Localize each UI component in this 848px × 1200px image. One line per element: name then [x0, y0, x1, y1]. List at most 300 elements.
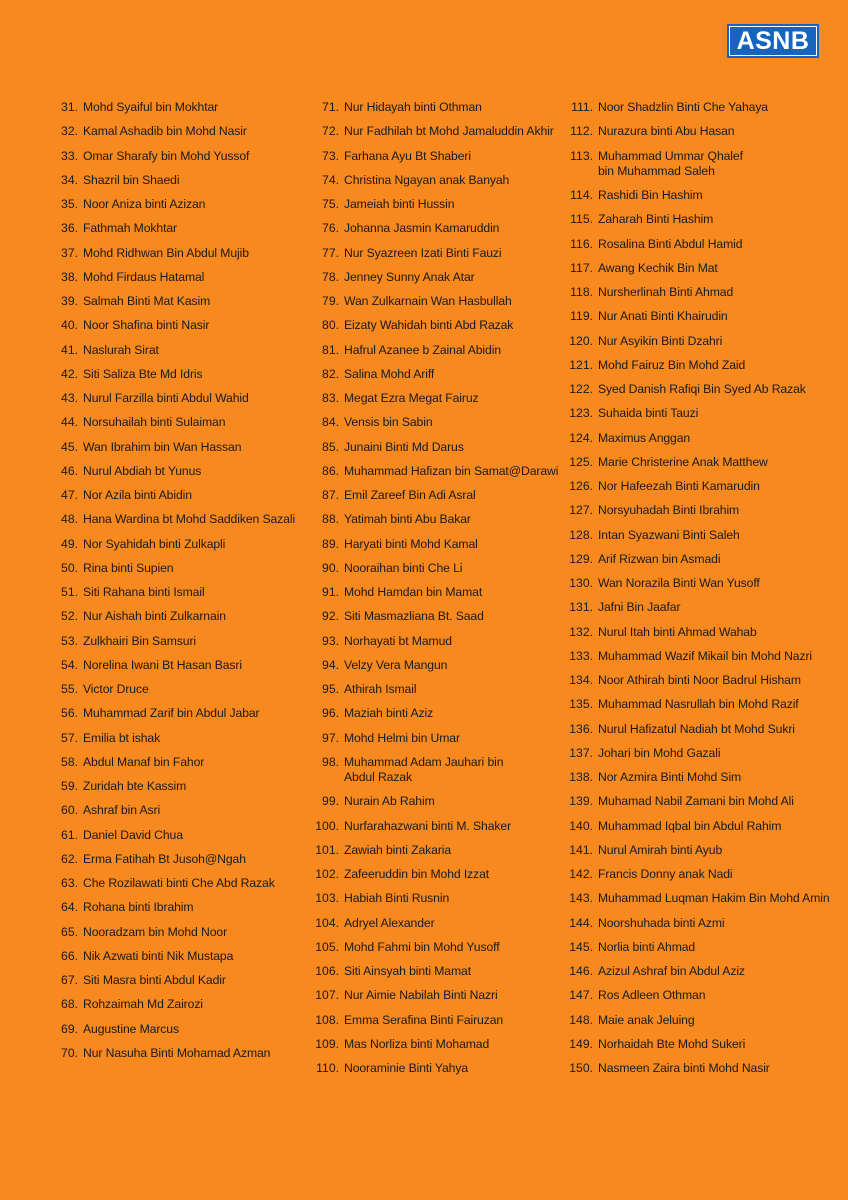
entry-number: 95. — [322, 682, 339, 696]
list-item — [566, 843, 844, 867]
entry-name: Nur Hidayah binti Othman — [344, 100, 482, 114]
entry-number: 33. — [61, 148, 78, 163]
entry-name: Nurul Amirah binti Ayub — [598, 842, 723, 857]
entry-name: Nur Asyikin Binti Dzahri — [598, 333, 723, 348]
entry-name: Marie Christerine Anak Matthew — [598, 454, 768, 469]
entry-name: Eizaty Wahidah binti Abd Razak — [344, 318, 514, 333]
list-item — [52, 512, 302, 536]
entry-number: 79. — [322, 294, 339, 308]
entry-number: 36. — [61, 221, 78, 236]
entry-name: Mohd Hamdan bin Mamat — [344, 585, 483, 599]
list-item — [566, 406, 844, 430]
list-item — [312, 100, 562, 124]
entry-name: Jenney Sunny Anak Atar — [344, 269, 475, 284]
entry-number: 138. — [569, 770, 593, 784]
entry-number: 113. — [570, 148, 593, 163]
list-item — [566, 431, 844, 455]
entry-name: Nur Fadhilah bt Mohd Jamaluddin Akhir — [344, 124, 554, 139]
entry-name: Nur Anati Binti Khairudin — [598, 309, 728, 324]
list-item — [52, 658, 302, 682]
entry-name: Mohd Fairuz Bin Mohd Zaid — [598, 357, 746, 372]
entry-number: 100. — [315, 818, 339, 833]
list-item — [566, 309, 844, 333]
entry-number: 103. — [315, 891, 339, 906]
list-item — [566, 964, 844, 988]
list-item — [312, 124, 562, 148]
entry-name: Siti Rahana binti Ismail — [83, 585, 205, 599]
entry-number: 37. — [61, 245, 78, 260]
list-item — [312, 658, 562, 682]
entry-name: Nor Hafeezah Binti Kamarudin — [598, 479, 760, 493]
list-item — [52, 755, 302, 779]
list-item — [52, 634, 302, 658]
entry-name: Rohzaimah Md Zairozi — [83, 997, 203, 1012]
entry-name: Azizul Ashraf bin Abdul Aziz — [598, 964, 745, 978]
entry-number: 87. — [322, 488, 339, 502]
entry-name: Rashidi Bin Hashim — [598, 188, 703, 202]
entry-number: 42. — [61, 366, 78, 381]
list-item — [566, 479, 844, 503]
list-item — [52, 1022, 302, 1046]
entry-name: Muhammad Zarif bin Abdul Jabar — [83, 706, 260, 721]
list-item — [566, 455, 844, 479]
list-item — [52, 464, 302, 488]
list-item — [566, 334, 844, 358]
list-item — [566, 1013, 844, 1037]
entry-number: 101. — [315, 842, 339, 857]
list-item — [312, 794, 562, 818]
entry-name: Nurul Farzilla binti Abdul Wahid — [83, 391, 249, 405]
entry-name: Nurul Hafizatul Nadiah bt Mohd Sukri — [598, 721, 795, 736]
entry-name: Rina binti Supien — [83, 560, 174, 575]
list-item — [52, 731, 302, 755]
entry-name: Siti Masra binti Abdul Kadir — [83, 973, 226, 987]
entry-name: Farhana Ayu Bt Shaberi — [344, 148, 471, 163]
entry-number: 35. — [61, 197, 78, 211]
entry-name: Habiah Binti Rusnin — [344, 891, 450, 906]
list-item — [312, 488, 562, 512]
list-item — [52, 100, 302, 124]
entry-number: 145. — [569, 939, 593, 954]
entry-name: Nooraminie Binti Yahya — [344, 1061, 469, 1075]
entry-number: 131. — [569, 600, 593, 615]
list-item — [566, 503, 844, 527]
list-item — [312, 391, 562, 415]
entry-number: 47. — [61, 488, 78, 502]
entry-number: 143. — [569, 891, 593, 906]
entry-number: 132. — [569, 624, 593, 639]
list-item — [52, 925, 302, 949]
list-item — [52, 973, 302, 997]
list-item — [566, 940, 844, 964]
entry-name: Abdul Manaf bin Fahor — [83, 754, 205, 769]
entry-number: 78. — [322, 269, 339, 284]
entry-name: Emil Zareef Bin Adi Asral — [344, 488, 476, 502]
entry-number: 98. — [322, 754, 339, 769]
entry-number: 96. — [322, 706, 339, 721]
entry-number: 119. — [570, 309, 593, 324]
list-item — [566, 770, 844, 794]
list-item — [312, 415, 562, 439]
name-list-column-3 — [566, 100, 844, 1085]
entry-name: Emma Serafina Binti Fairuzan — [344, 1012, 504, 1027]
entry-number: 147. — [569, 988, 593, 1003]
entry-name: Syed Danish Rafiqi Bin Syed Ab Razak — [598, 382, 806, 396]
entry-number: 90. — [322, 560, 339, 575]
entry-number: 46. — [61, 463, 78, 478]
entry-number: 32. — [61, 124, 78, 139]
list-item — [52, 221, 302, 245]
entry-name: Norhaidah Bte Mohd Sukeri — [598, 1036, 746, 1051]
entry-name: Norsyuhadah Binti Ibrahim — [598, 503, 740, 518]
entry-number: 71. — [322, 100, 339, 114]
entry-number: 48. — [61, 512, 78, 527]
entry-name: Mohd Helmi bin Umar — [344, 730, 460, 745]
entry-number: 141. — [569, 842, 593, 857]
entry-name: Francis Donny anak Nadi — [598, 867, 733, 881]
entry-name: Norsuhailah binti Sulaiman — [83, 415, 226, 430]
entry-number: 114. — [570, 188, 593, 202]
list-item — [52, 1046, 302, 1070]
entry-number: 53. — [61, 633, 78, 648]
asnb-logo-text: ASNB — [730, 27, 816, 55]
entry-number: 128. — [569, 527, 593, 542]
list-item — [566, 1061, 844, 1085]
list-item — [52, 318, 302, 342]
entry-number: 133. — [569, 648, 593, 663]
list-item — [566, 100, 844, 124]
entry-name: Muhammad Adam Jauhari bin Abdul Razak — [344, 754, 504, 784]
entry-name: Zulkhairi Bin Samsuri — [83, 633, 197, 648]
list-item — [52, 124, 302, 148]
entry-number: 140. — [569, 818, 593, 833]
list-item — [312, 755, 562, 795]
entry-name: Wan Zulkarnain Wan Hasbullah — [344, 294, 512, 308]
entry-number: 93. — [322, 633, 339, 648]
entry-number: 111. — [571, 100, 593, 114]
list-item — [312, 682, 562, 706]
entry-number: 70. — [61, 1045, 78, 1060]
entry-number: 60. — [61, 803, 78, 818]
entry-number: 124. — [569, 430, 593, 445]
entry-number: 97. — [322, 730, 339, 745]
entry-number: 44. — [61, 415, 78, 430]
entry-number: 58. — [61, 754, 78, 769]
list-item — [312, 343, 562, 367]
list-item — [312, 512, 562, 536]
entry-name: Megat Ezra Megat Fairuz — [344, 391, 479, 405]
entry-name: Muhammad Ummar Qhalef bin Muhammad Saleh — [598, 148, 743, 178]
list-item — [52, 415, 302, 439]
list-item — [566, 528, 844, 552]
list-item — [312, 440, 562, 464]
entry-name: Noor Shadzlin Binti Che Yahaya — [598, 100, 768, 114]
list-item — [312, 1061, 562, 1085]
entry-name: Ros Adleen Othman — [598, 988, 706, 1003]
entry-name: Salmah Binti Mat Kasim — [83, 294, 211, 308]
entry-number: 130. — [569, 576, 593, 590]
list-item — [312, 731, 562, 755]
entry-number: 134. — [569, 673, 593, 687]
list-item — [566, 916, 844, 940]
entry-name: Suhaida binti Tauzi — [598, 406, 699, 421]
entry-name: Wan Ibrahim bin Wan Hassan — [83, 439, 242, 454]
list-item — [52, 537, 302, 561]
entry-number: 118. — [570, 285, 593, 299]
entry-number: 150. — [569, 1061, 593, 1075]
list-item — [312, 609, 562, 633]
entry-name: Athirah Ismail — [344, 682, 417, 696]
entry-number: 38. — [61, 269, 78, 284]
entry-name: Arif Rizwan bin Asmadi — [598, 551, 721, 566]
list-item — [52, 440, 302, 464]
list-item — [312, 537, 562, 561]
entry-name: Nasmeen Zaira binti Mohd Nasir — [598, 1061, 770, 1075]
entry-name: Zaharah Binti Hashim — [598, 212, 714, 227]
list-item — [312, 367, 562, 391]
entry-number: 92. — [322, 609, 339, 624]
list-item — [312, 464, 562, 488]
entry-name: Shazril bin Shaedi — [83, 172, 180, 187]
entry-number: 41. — [61, 342, 78, 357]
entry-name: Nurain Ab Rahim — [344, 794, 435, 809]
list-item — [566, 212, 844, 236]
list-item — [52, 706, 302, 730]
entry-name: Muhammad Iqbal bin Abdul Rahim — [598, 818, 782, 833]
entry-number: 127. — [569, 503, 593, 518]
entry-number: 51. — [61, 585, 78, 599]
entry-name: Daniel David Chua — [83, 827, 183, 842]
entry-name: Norhayati bt Mamud — [344, 633, 452, 648]
list-item — [52, 779, 302, 803]
entry-number: 34. — [61, 172, 78, 187]
entry-name: Siti Saliza Bte Md Idris — [83, 366, 203, 381]
entry-name: Siti Ainsyah binti Mamat — [344, 964, 471, 978]
entry-number: 105. — [315, 939, 339, 954]
entry-name: Ashraf bin Asri — [83, 803, 161, 818]
entry-number: 73. — [322, 148, 339, 163]
entry-name: Maziah binti Aziz — [344, 706, 434, 721]
entry-name: Nurfarahazwani binti M. Shaker — [344, 818, 512, 833]
list-item — [312, 706, 562, 730]
entry-number: 107. — [315, 988, 339, 1003]
list-item — [312, 964, 562, 988]
entry-number: 40. — [61, 318, 78, 333]
entry-name: Nursherlinah Binti Ahmad — [598, 285, 734, 299]
entry-name: Nor Syahidah binti Zulkapli — [83, 536, 226, 551]
entry-number: 148. — [569, 1012, 593, 1027]
entry-number: 39. — [61, 294, 78, 308]
entry-name: Johanna Jasmin Kamaruddin — [344, 221, 500, 236]
entry-name: Hafrul Azanee b Zainal Abidin — [344, 342, 501, 357]
list-item — [52, 270, 302, 294]
list-item — [566, 794, 844, 818]
list-item — [312, 270, 562, 294]
list-item — [312, 940, 562, 964]
list-item — [312, 891, 562, 915]
entry-number: 136. — [569, 721, 593, 736]
list-item — [312, 246, 562, 270]
entry-name: Hana Wardina bt Mohd Saddiken Sazali — [83, 512, 296, 527]
entry-name: Rosalina Binti Abdul Hamid — [598, 236, 743, 251]
entry-number: 45. — [61, 439, 78, 454]
list-item — [566, 552, 844, 576]
entry-name: Adryel Alexander — [344, 915, 435, 930]
entry-number: 110. — [316, 1061, 339, 1075]
entry-name: Nur Syazreen Izati Binti Fauzi — [344, 245, 502, 260]
entry-number: 149. — [569, 1036, 593, 1051]
entry-name: Salina Mohd Ariff — [344, 366, 435, 381]
list-item — [52, 609, 302, 633]
list-item — [52, 900, 302, 924]
list-item — [566, 237, 844, 261]
entry-name: Fathmah Mokhtar — [83, 221, 178, 236]
list-item — [52, 246, 302, 270]
entry-number: 146. — [569, 964, 593, 978]
entry-name: Muhamad Nabil Zamani bin Mohd Ali — [598, 794, 794, 809]
list-item — [52, 997, 302, 1021]
entry-name: Johari bin Mohd Gazali — [598, 745, 721, 760]
entry-name: Victor Druce — [83, 682, 149, 696]
entry-name: Zawiah binti Zakaria — [344, 842, 452, 857]
entry-number: 80. — [322, 318, 339, 333]
list-item — [566, 697, 844, 721]
list-item — [566, 1037, 844, 1061]
entry-number: 63. — [61, 876, 78, 890]
entry-name: Intan Syazwani Binti Saleh — [598, 527, 740, 542]
entry-name: Nor Azila binti Abidin — [83, 488, 192, 502]
entry-number: 123. — [569, 406, 593, 421]
entry-name: Nur Aishah binti Zulkarnain — [83, 609, 226, 624]
entry-name: Zuridah bte Kassim — [83, 779, 187, 793]
entry-name: Rohana binti Ibrahim — [83, 900, 194, 915]
entry-number: 115. — [570, 212, 593, 227]
entry-name: Muhammad Hafizan bin Samat@Darawi — [344, 463, 559, 478]
entry-number: 55. — [61, 682, 78, 696]
entry-number: 62. — [61, 851, 78, 866]
list-item — [566, 673, 844, 697]
list-item — [312, 916, 562, 940]
entry-name: Maie anak Jeluing — [598, 1012, 695, 1027]
entry-name: Augustine Marcus — [83, 1021, 179, 1036]
entry-name: Nik Azwati binti Nik Mustapa — [83, 948, 234, 963]
entry-number: 104. — [315, 915, 339, 930]
entry-number: 89. — [322, 536, 339, 551]
entry-number: 59. — [61, 779, 78, 793]
list-item — [312, 561, 562, 585]
entry-name: Kamal Ashadib bin Mohd Nasir — [83, 124, 247, 139]
list-item — [566, 358, 844, 382]
list-item — [312, 867, 562, 891]
entry-number: 135. — [569, 697, 593, 712]
entry-number: 91. — [322, 585, 339, 599]
list-item — [312, 819, 562, 843]
entry-name: Muhammad Luqman Hakim Bin Mohd Amin — [598, 891, 830, 906]
entry-number: 74. — [322, 172, 339, 187]
name-list-column-1 — [52, 100, 302, 1070]
list-item — [312, 585, 562, 609]
entry-number: 112. — [570, 124, 593, 139]
list-item — [52, 949, 302, 973]
entry-number: 52. — [61, 609, 78, 624]
entry-name: Jameiah binti Hussin — [344, 197, 455, 211]
list-item — [52, 585, 302, 609]
entry-name: Mohd Fahmi bin Mohd Yusoff — [344, 939, 500, 954]
entry-number: 31. — [61, 100, 78, 114]
list-item — [566, 867, 844, 891]
list-item — [566, 746, 844, 770]
list-item — [52, 391, 302, 415]
entry-name: Naslurah Sirat — [83, 342, 159, 357]
list-item — [566, 625, 844, 649]
list-item — [52, 561, 302, 585]
entry-number: 64. — [61, 900, 78, 915]
entry-name: Muhammad Nasrullah bin Mohd Razif — [598, 697, 799, 712]
list-item — [52, 488, 302, 512]
entry-number: 121. — [569, 357, 593, 372]
entry-name: Noor Athirah binti Noor Badrul Hisham — [598, 673, 801, 687]
entry-number: 120. — [569, 333, 593, 348]
entry-name: Nor Azmira Binti Mohd Sim — [598, 770, 742, 784]
entry-name: Wan Norazila Binti Wan Yusoff — [598, 576, 760, 590]
entry-number: 69. — [61, 1021, 78, 1036]
entry-number: 109. — [315, 1036, 339, 1051]
list-item — [566, 149, 844, 189]
entry-number: 137. — [569, 745, 593, 760]
entry-name: Jafni Bin Jaafar — [598, 600, 681, 615]
list-item — [566, 285, 844, 309]
entry-name: Omar Sharafy bin Mohd Yussof — [83, 148, 250, 163]
list-item — [52, 803, 302, 827]
entry-name: Velzy Vera Mangun — [344, 657, 448, 672]
entry-name: Noor Shafina binti Nasir — [83, 318, 210, 333]
entry-name: Mas Norliza binti Mohamad — [344, 1036, 490, 1051]
entry-number: 65. — [61, 924, 78, 939]
entry-name: Che Rozilawati binti Che Abd Razak — [83, 876, 275, 890]
entry-name: Junaini Binti Md Darus — [344, 439, 464, 454]
list-item — [52, 828, 302, 852]
list-item — [52, 173, 302, 197]
entry-number: 99. — [322, 794, 339, 809]
entry-name: Haryati binti Mohd Kamal — [344, 536, 478, 551]
entry-name: Nur Aimie Nabilah Binti Nazri — [344, 988, 498, 1003]
entry-name: Emilia bt ishak — [83, 730, 161, 745]
entry-number: 68. — [61, 997, 78, 1012]
entry-number: 77. — [322, 245, 339, 260]
entry-name: Nurul Abdiah bt Yunus — [83, 463, 202, 478]
entry-name: Mohd Ridhwan Bin Abdul Mujib — [83, 245, 249, 260]
name-list-column-2 — [312, 100, 562, 1085]
list-item — [566, 649, 844, 673]
list-item — [312, 294, 562, 318]
entry-number: 43. — [61, 391, 78, 405]
entry-number: 66. — [61, 948, 78, 963]
entry-number: 82. — [322, 366, 339, 381]
list-item — [312, 173, 562, 197]
entry-number: 126. — [569, 479, 593, 493]
entry-number: 129. — [569, 551, 593, 566]
entry-number: 102. — [315, 867, 339, 881]
entry-number: 54. — [61, 657, 78, 672]
entry-number: 76. — [322, 221, 339, 236]
list-item — [312, 988, 562, 1012]
list-item — [52, 367, 302, 391]
entry-number: 86. — [322, 463, 339, 478]
entry-number: 75. — [322, 197, 339, 211]
entry-number: 142. — [569, 867, 593, 881]
list-item — [312, 221, 562, 245]
list-item — [566, 722, 844, 746]
